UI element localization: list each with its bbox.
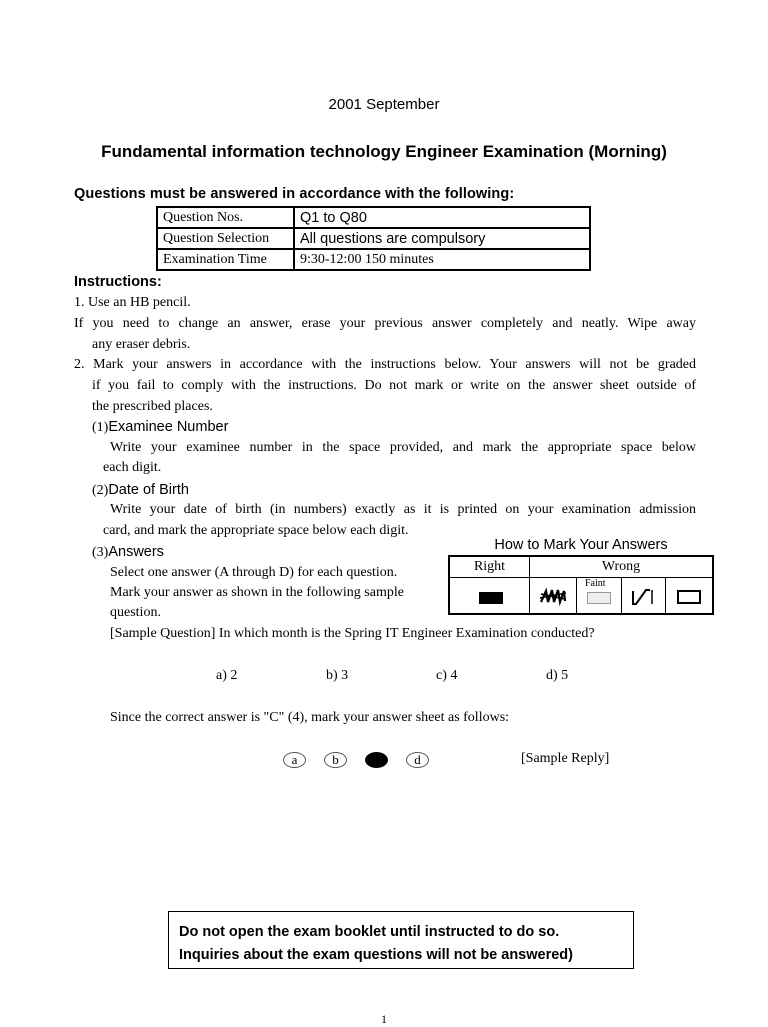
table-row bbox=[157, 228, 590, 249]
wrong-example-scribble bbox=[530, 578, 577, 613]
wrong-example-check bbox=[622, 578, 666, 613]
subsection-title: Examinee Number bbox=[108, 419, 229, 435]
subsection-date-of-birth bbox=[92, 481, 189, 499]
instruction-text: If you need to change an answer, erase your previous answer completely and neatly. Wipe away bbox=[74, 316, 696, 331]
sample-reply-label: [Sample Reply] bbox=[521, 751, 610, 766]
right-example-cell bbox=[450, 578, 530, 613]
subsection-number: (1) bbox=[92, 420, 109, 435]
instructions-heading: Instructions: bbox=[74, 274, 162, 290]
instruction-item-2: 2. Mark your answers in accordance with the instructions below. Your answers will not be graded bbox=[74, 357, 696, 372]
option-c: c) 4 bbox=[436, 668, 458, 683]
info-value: Q1 to Q80 bbox=[294, 207, 590, 228]
answer-bubble-c-filled bbox=[365, 752, 388, 768]
how-to-mark-title: How to Mark Your Answers bbox=[494, 537, 668, 553]
how-to-mark-box bbox=[448, 555, 714, 615]
exam-date: 2001 September bbox=[328, 96, 440, 113]
wrong-example-faint bbox=[577, 578, 622, 613]
info-label: Question Nos. bbox=[157, 207, 294, 228]
instruction-text: if you fail to comply with the instructions. Do not mark or write on the answer sheet outside of bbox=[92, 378, 696, 393]
answer-bubble-a: a bbox=[283, 752, 306, 768]
answer-bubble-d: d bbox=[406, 752, 429, 768]
instruction-item-1: 1. Use an HB pencil. bbox=[74, 295, 191, 310]
subsection-answers bbox=[92, 543, 164, 561]
subsection-title: Answers bbox=[108, 544, 164, 560]
instruction-text: Write your date of birth (in numbers) exactly as it is printed on your examination admission bbox=[110, 502, 696, 517]
subsection-number: (3) bbox=[92, 545, 109, 560]
sample-question: [Sample Question] In which month is the Spring IT Engineer Examination conducted? bbox=[110, 626, 595, 641]
outline-mark-icon bbox=[677, 590, 701, 604]
instruction-text: Write your examinee number in the space provided, and mark the appropriate space below bbox=[110, 440, 696, 455]
wrong-example-outline bbox=[666, 578, 712, 613]
instruction-text: any eraser debris. bbox=[92, 337, 191, 352]
answer-bubble-b: b bbox=[324, 752, 347, 768]
wrong-header: Wrong bbox=[530, 557, 712, 578]
page-title: Fundamental information technology Engineer Examination (Morning) bbox=[101, 142, 667, 161]
instruction-text: card, and mark the appropriate space below each digit. bbox=[103, 523, 409, 538]
filled-mark-icon bbox=[479, 592, 503, 604]
faint-label: Faint bbox=[585, 578, 606, 589]
table-row bbox=[157, 249, 590, 270]
subsection-title: Date of Birth bbox=[108, 482, 189, 498]
info-value: 9:30-12:00 150 minutes bbox=[294, 249, 590, 270]
subsection-number: (2) bbox=[92, 483, 109, 498]
instruction-text: question. bbox=[110, 605, 161, 620]
questions-heading: Questions must be answered in accordance with the following: bbox=[74, 186, 515, 202]
info-label: Question Selection bbox=[157, 228, 294, 249]
instruction-text: the prescribed places. bbox=[92, 399, 213, 414]
faint-mark-icon bbox=[587, 592, 611, 604]
option-d: d) 5 bbox=[546, 668, 569, 683]
subsection-examinee-number bbox=[92, 418, 228, 436]
exam-info-table bbox=[156, 206, 591, 271]
instruction-text: Select one answer (A through D) for each question. bbox=[110, 565, 398, 580]
since-text: Since the correct answer is "C" (4), mark your answer sheet as follows: bbox=[110, 710, 510, 725]
instruction-text: Mark your answer as shown in the following sample bbox=[110, 585, 404, 600]
info-label: Examination Time bbox=[157, 249, 294, 270]
notice-box bbox=[168, 911, 634, 969]
option-a: a) 2 bbox=[216, 668, 238, 683]
notice-line: Inquiries about the exam questions will not be answered) bbox=[179, 947, 573, 963]
notice-line: Do not open the exam booklet until instructed to do so. bbox=[179, 924, 560, 940]
right-header: Right bbox=[450, 557, 530, 578]
scribble-mark-icon bbox=[530, 578, 577, 613]
instruction-text: each digit. bbox=[103, 460, 162, 475]
page-number: 1 bbox=[381, 1012, 387, 1026]
option-b: b) 3 bbox=[326, 668, 349, 683]
table-row bbox=[157, 207, 590, 228]
slash-mark-icon bbox=[622, 578, 666, 613]
info-value: All questions are compulsory bbox=[294, 228, 590, 249]
